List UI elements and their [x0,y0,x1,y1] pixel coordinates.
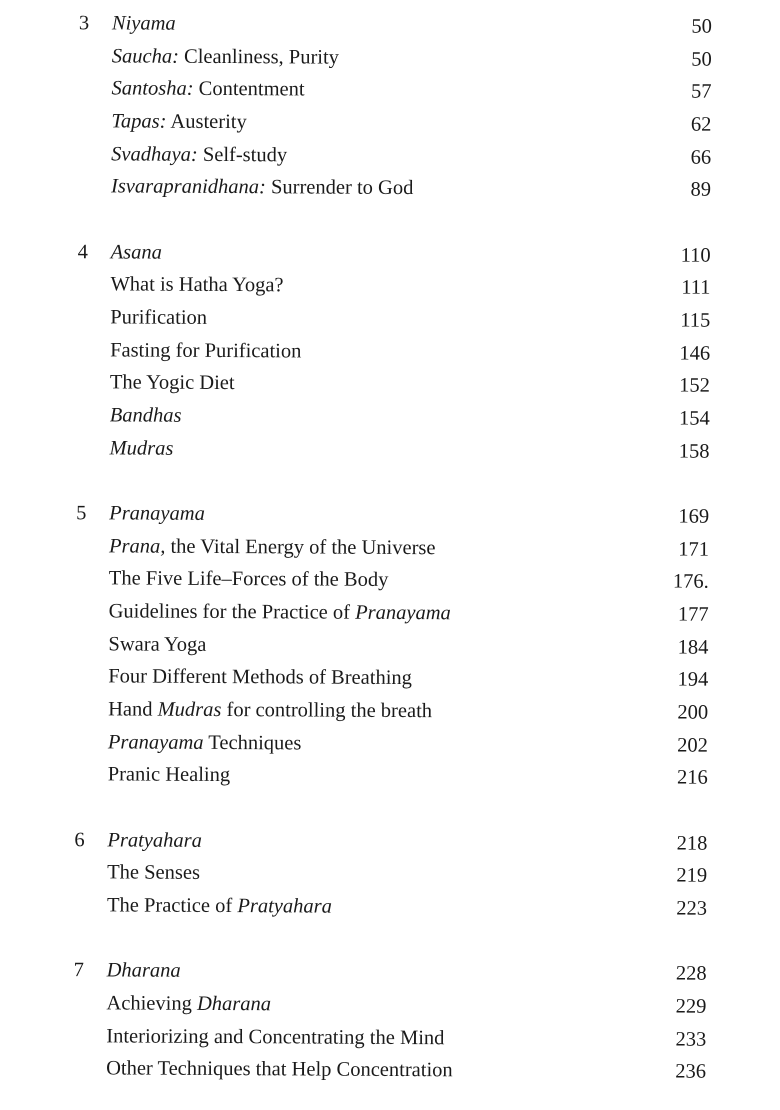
page-number: 154 [678,407,710,430]
toc-entry [0,1052,777,1088]
toc-entry [0,889,778,925]
title-segment: for controlling the breath [221,699,433,723]
title-segment: The Senses [107,861,201,885]
entry-title [107,889,332,922]
page-number: 171 [678,538,710,561]
title-segment: Four Different Methods of Breathing [108,665,413,690]
title-segment: Austerity [166,110,247,134]
title-segment: Interiorizing and Concentrating the Mind [106,1025,445,1050]
toc-entry [2,105,780,141]
page-number: 228 [675,962,707,986]
chapter-number: 7 [73,959,84,982]
page-number: 177 [677,603,709,626]
page-number: 194 [677,668,709,692]
entry-title [108,726,302,759]
entry-title [111,171,414,205]
toc-entry [1,268,780,304]
title-segment: Pranayama [107,731,204,754]
entry-title [111,73,304,106]
page-number: 236 [675,1060,707,1084]
title-segment: Santosha: [111,77,194,101]
entry-title [112,40,339,73]
page-number: 66 [690,146,712,169]
title-segment: Pratyahara [107,829,202,852]
page-number: 110 [680,244,711,267]
entry-title [109,530,436,564]
title-segment: Contentment [193,78,305,101]
entry-title [108,661,412,695]
title-segment: the Vital Energy of the Universe [165,535,436,559]
entry-title [110,334,301,367]
title-segment: Fasting for Purification [110,339,302,363]
chapter-title [112,7,176,39]
entry-title [106,987,271,1020]
entry-title [111,105,247,138]
chapter-heading [3,7,780,43]
title-segment: Mudras [109,437,174,460]
page-number: 202 [677,734,708,757]
chapter-title [107,955,181,987]
page-number: 62 [690,113,712,136]
chapter-heading [2,235,780,271]
page-number: 218 [676,832,708,855]
title-segment: Pranayama [109,502,205,525]
entry-title [108,759,231,792]
toc-entry [0,1020,777,1056]
title-segment: The Five Life–Forces of the Body [108,567,389,592]
chapter-number: 4 [77,240,88,263]
toc-entry [0,725,779,761]
chapter-number: 5 [76,502,87,525]
toc-entry [2,137,780,173]
page-number: 223 [676,897,708,920]
title-segment: Isvarapranidhana: [110,175,266,199]
entry-title [110,269,283,302]
entry-title [109,595,451,629]
title-segment: Saucha: [111,45,180,68]
toc-entry [0,627,780,663]
page-number: 169 [678,505,710,528]
page-number: 50 [691,15,712,38]
toc-entry [0,758,779,794]
toc-entry [3,39,780,75]
entry-title [108,628,206,661]
title-segment: Pranayama [355,601,451,625]
page-number: 233 [675,1028,707,1051]
toc-entry [0,562,780,598]
page-number: 158 [678,440,710,463]
entry-title [110,399,182,431]
toc-entry [1,301,780,337]
entry-title [108,693,432,727]
title-segment: Niyama [111,12,176,35]
title-segment: Hand [108,698,158,721]
title-segment: Asana [110,241,162,264]
chapter-title [111,236,162,268]
title-segment: Dharana [196,992,272,1016]
title-segment: Cleanliness, Purity [178,45,340,69]
title-segment: Mudras [157,698,222,722]
title-segment: Pranic Healing [107,763,231,787]
toc-entry [1,366,780,402]
entry-title [106,1020,444,1054]
toc-entry [1,399,780,435]
title-segment: Pratyahara [237,895,332,918]
toc-entry [2,72,780,108]
page-number: 219 [676,864,708,888]
page-number: 50 [691,48,712,71]
title-segment: Prana, [108,535,166,558]
toc-entry [2,170,780,206]
page-number: 216 [676,766,708,790]
entry-title [106,1053,453,1087]
entry-title [110,367,235,400]
toc-entry [1,333,780,369]
chapter-heading [0,954,778,990]
toc-entry [0,987,778,1023]
entry-title [110,301,207,334]
title-segment: Guidelines for the Practice of [108,600,356,624]
page-number: 200 [677,701,709,724]
title-segment: The Practice of [106,894,238,918]
chapter-heading [0,497,780,533]
entry-title [109,432,173,464]
page-number: 111 [681,276,711,300]
page-number: 152 [679,374,710,398]
page-number: 146 [679,342,711,365]
title-segment: Swara Yoga [108,633,207,656]
title-segment: Dharana [106,959,181,983]
title-segment: Bandhas [109,404,182,427]
chapter-title [109,497,205,530]
title-segment: Svadhaya: [111,143,198,166]
entry-title [107,857,200,890]
title-segment: The Yogic Diet [109,371,235,395]
page-number: 89 [690,178,712,202]
chapter-heading [0,824,778,860]
chapter-title [107,824,202,857]
page-number: 184 [677,636,709,659]
toc-entry [0,529,780,565]
title-segment: Achieving [106,992,198,1015]
entry-title [109,563,389,597]
title-segment: Techniques [203,731,302,755]
title-segment: What is Hatha Yoga? [110,273,284,297]
entry-title [111,138,287,171]
page-number: 57 [691,80,712,104]
chapter-number: 3 [78,12,90,35]
page-number: 229 [675,995,707,1018]
toc-entry [0,431,780,467]
title-segment: Purification [110,306,208,329]
toc-entry [0,595,780,631]
chapter-number: 6 [74,828,85,851]
page-number: 176. [672,570,709,594]
toc-entry [0,660,779,696]
title-segment: Self-study [197,143,288,167]
title-segment: Surrender to God [265,176,414,200]
toc-entry [0,693,779,729]
toc-entry [0,856,778,892]
page-number: 115 [680,309,711,332]
title-segment: Other Techniques that Help Concentration [106,1057,453,1082]
title-segment: Tapas: [111,110,167,133]
